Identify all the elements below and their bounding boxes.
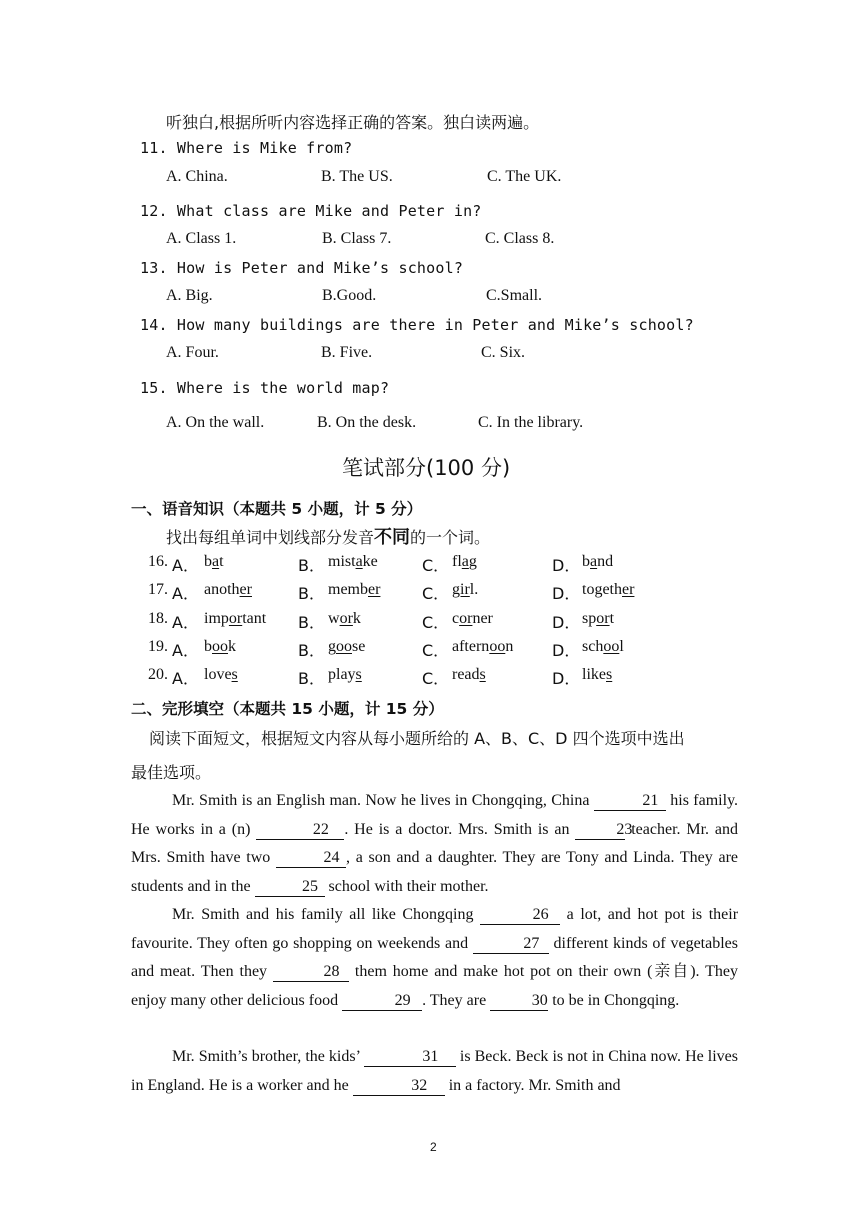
option-d-label: D． — [552, 641, 581, 660]
underlined-letters: or — [459, 610, 473, 627]
question-text: 14. How many buildings are there in Peter and Mike’s school? — [140, 316, 694, 334]
word-part: b — [582, 553, 590, 570]
word-part: love — [204, 666, 232, 683]
option-b-word — [328, 638, 365, 656]
written-section-title: 笔试部分(100 分) — [342, 456, 511, 480]
passage-text: . They are — [422, 991, 487, 1009]
option-c-label: C． — [422, 641, 450, 660]
option-d-word — [582, 638, 624, 656]
cloze-paragraph-2 — [131, 901, 738, 1015]
blank-31: 31 — [364, 1048, 456, 1067]
option-b: B. Five. — [321, 344, 373, 361]
word-part: tant — [242, 610, 267, 627]
option-d-word — [582, 553, 613, 571]
option-a-word — [204, 610, 266, 628]
word-part: t — [609, 610, 615, 627]
underlined-letters: s — [355, 666, 362, 683]
option-d-label: D． — [552, 669, 581, 688]
option-b-word — [328, 666, 362, 684]
underlined-letters: s — [479, 666, 486, 683]
section2-instruction-line1: 阅读下面短文，根据短文内容从每小题所给的 A、B、C、D 四个选项中选出 — [149, 729, 685, 748]
option-a-label: A． — [172, 669, 199, 688]
option-c-word — [452, 610, 493, 628]
item-number: 16. — [148, 553, 168, 570]
word-part: like — [582, 666, 606, 683]
option-c-word — [452, 666, 486, 684]
word-part: ke — [362, 553, 378, 570]
section1-instruction — [166, 523, 490, 549]
underlined-letters: er — [368, 581, 381, 598]
underlined-letters: a — [212, 553, 220, 570]
underlined-letters: a — [590, 553, 598, 570]
word-part: aftern — [452, 638, 490, 655]
passage-text: teacher. Mr. and Mrs. Smith have two — [131, 820, 739, 866]
option-c: C.Small. — [486, 287, 543, 304]
blank-30: 30 — [490, 992, 548, 1011]
option-b: B.Good. — [322, 287, 377, 304]
cloze-paragraph-1 — [131, 787, 738, 901]
word-part: ner — [472, 610, 493, 627]
option-d-word — [582, 581, 634, 599]
word-part: b — [204, 553, 212, 570]
instruction-emphasis: 不同 — [374, 527, 411, 548]
option-d-word — [582, 666, 612, 684]
option-c: C. In the library. — [478, 414, 584, 431]
item-number: 18. — [148, 610, 168, 627]
passage-text: . He is a doctor. Mrs. Smith is an — [344, 820, 570, 838]
blank-27: 27 — [473, 935, 549, 954]
passage-text: a lot, and hot pot is their favourite. They often go shopping on weekends and — [131, 906, 739, 952]
word-part: sch — [582, 638, 604, 655]
word-part: k — [228, 638, 236, 655]
option-b-label: B． — [298, 613, 325, 632]
blank-32: 32 — [353, 1077, 445, 1096]
word-part: t — [219, 553, 224, 570]
word-part: c — [452, 610, 460, 627]
option-a-word — [204, 553, 224, 571]
question-text: 11. Where is Mike from? — [140, 139, 353, 157]
underlined-letters: oo — [212, 638, 228, 655]
word-part: anoth — [204, 581, 240, 598]
option-b-label: B． — [298, 641, 325, 660]
blank-24: 24 — [276, 849, 346, 868]
passage-text: Mr. Smith is an English man. Now he lives in Chongqing, China — [172, 792, 590, 809]
section2-instruction-line2: 最佳选项。 — [131, 763, 212, 782]
blank-25: 25 — [255, 878, 325, 897]
underlined-letters: a — [355, 553, 363, 570]
option-a: A. China. — [166, 168, 228, 185]
passage-text: different kinds of vegetables and meat. Then they — [131, 934, 738, 980]
word-part: w — [328, 610, 340, 627]
word-part: g — [468, 553, 477, 570]
underlined-letters: or — [596, 610, 610, 627]
instruction-text: 的一个词。 — [410, 528, 491, 547]
option-a-word — [204, 666, 238, 684]
underlined-letters: s — [606, 666, 613, 683]
instruction-text: 找出每组单词中划线部分发音 — [166, 528, 375, 547]
item-number: 17. — [148, 581, 168, 598]
word-part: l — [619, 638, 624, 655]
passage-text: in a factory. Mr. Smith and — [448, 1076, 621, 1094]
blank-22: 22 — [256, 821, 344, 840]
option-a-label: A． — [172, 556, 199, 575]
option-c-word — [452, 553, 477, 571]
option-a-label: A． — [172, 613, 199, 632]
word-part: l. — [469, 581, 479, 598]
passage-text: his family. He works in a (n) — [131, 792, 739, 838]
option-b-label: B． — [298, 584, 325, 603]
option-d-word — [582, 610, 614, 628]
underlined-letters: gir — [452, 581, 470, 598]
option-a-word — [204, 638, 236, 656]
underlined-letters: oo — [603, 638, 620, 655]
blank-28: 28 — [273, 963, 349, 982]
word-part: play — [328, 666, 356, 683]
word-part: imp — [204, 610, 229, 627]
option-c: C. Six. — [481, 344, 526, 361]
option-a-word — [204, 581, 252, 599]
underlined-letters: or — [228, 610, 243, 627]
option-a: A. On the wall. — [166, 414, 265, 431]
option-c-word — [452, 638, 513, 656]
option-b-label: B． — [298, 669, 325, 688]
passage-text: is Beck. Beck is not in China now. He lives in England. He is a worker and he — [131, 1048, 739, 1094]
passage-text: Mr. Smith’s brother, the kids’ — [172, 1048, 360, 1065]
underlined-letters: a — [461, 553, 469, 570]
passage-text: school with their mother. — [328, 877, 489, 895]
question-text: 15. Where is the world map? — [140, 379, 390, 397]
option-d-label: D． — [552, 613, 581, 632]
blank-21: 21 — [594, 792, 666, 811]
blank-29: 29 — [342, 992, 422, 1011]
section1-heading: 一、语音知识（本题共 5 小题，计 5 分） — [131, 500, 423, 518]
option-c-label: C． — [422, 669, 450, 688]
word-part: togeth — [582, 581, 622, 598]
item-number: 20. — [148, 666, 168, 683]
blank-23: 23 — [575, 821, 625, 840]
option-b: B. Class 7. — [322, 230, 392, 247]
passage-text: , a son and a daughter. They are Tony and Linda. They are students and in the — [131, 849, 739, 895]
word-part: n — [505, 638, 514, 655]
option-c: C. Class 8. — [485, 230, 555, 247]
underlined-letters: s — [231, 666, 238, 683]
underlined-letters: or — [339, 610, 353, 627]
question-text: 13. How is Peter and Mike’s school? — [140, 259, 464, 277]
option-a-label: A． — [172, 641, 199, 660]
option-c-label: C． — [422, 584, 450, 603]
option-b-word — [328, 610, 361, 628]
option-c-label: C． — [422, 556, 450, 575]
passage-text: Mr. Smith and his family all like Chongqing — [172, 906, 474, 923]
word-part: g — [328, 638, 336, 655]
word-part: read — [452, 666, 480, 683]
underlined-letters: oo — [336, 638, 352, 655]
word-part: nd — [597, 553, 614, 570]
word-part: memb — [328, 581, 368, 598]
option-d-label: D． — [552, 584, 581, 603]
word-part: mist — [328, 553, 356, 570]
word-part: se — [352, 638, 366, 655]
option-b-word — [328, 581, 380, 599]
option-b: B. On the desk. — [317, 414, 417, 431]
option-b-word — [328, 553, 378, 571]
option-a: A. Class 1. — [166, 230, 237, 247]
option-b: B. The US. — [321, 168, 393, 185]
word-part: b — [204, 638, 212, 655]
passage-text: to be in Chongqing. — [552, 991, 680, 1009]
item-number: 19. — [148, 638, 168, 655]
question-text: 12. What class are Mike and Peter in? — [140, 202, 482, 220]
word-part: k — [352, 610, 361, 627]
option-c: C. The UK. — [487, 168, 562, 185]
option-a-label: A． — [172, 584, 199, 603]
option-b-label: B． — [298, 556, 325, 575]
page-number: 2 — [430, 1140, 437, 1154]
word-part: fl — [452, 553, 462, 570]
blank-26: 26 — [480, 906, 560, 925]
passage-text: them home and make hot pot on their own (亲自). They enjoy many other delicious food — [131, 963, 739, 1009]
underlined-letters: er — [239, 581, 252, 598]
option-c-label: C． — [422, 613, 450, 632]
cloze-paragraph-3 — [131, 1043, 738, 1100]
word-part: sp — [582, 610, 597, 627]
option-a: A. Big. — [166, 287, 213, 304]
underlined-letters: oo — [489, 638, 506, 655]
option-d-label: D． — [552, 556, 581, 575]
listening-instruction: 听独白,根据所听内容选择正确的答案。独白读两遍。 — [166, 113, 540, 132]
option-c-word — [452, 581, 478, 599]
option-a: A. Four. — [166, 344, 219, 361]
section2-heading: 二、完形填空（本题共 15 小题，计 15 分） — [131, 700, 444, 718]
underlined-letters: er — [622, 581, 635, 598]
